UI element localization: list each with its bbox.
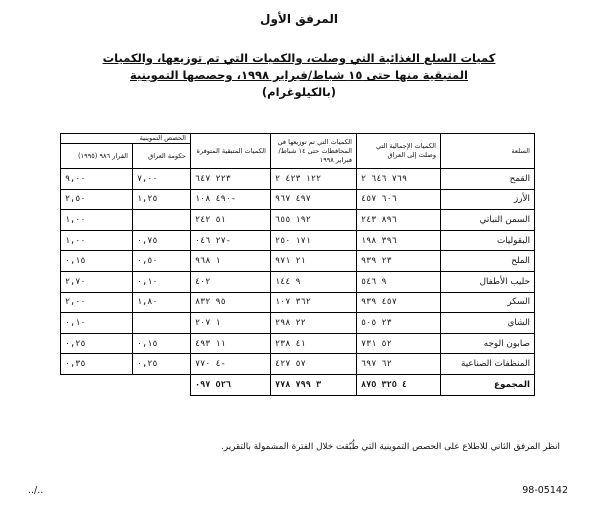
table-row [61,271,535,292]
empty-cell [133,374,191,395]
distributed-cell: ٢١ ٩٧١ [271,251,357,272]
item-name: الشاي [441,313,535,334]
commodities-table [60,133,535,396]
distributed-cell: ٩ ١٤٤ [271,271,357,292]
distributed-cell: ٤١ ٢٣٨ [271,333,357,354]
item-name: الملح [441,251,535,272]
item-name: البقوليات [441,230,535,251]
remaining-cell: ٥١ ٢٤٢ [191,210,271,231]
total-arrived-cell: ٦٠٦ ٤٥٧ [357,189,441,210]
footnote: انظر المرفق الثاني للاطلاع على الحصص التموينية التي طُبّقت خلال الفترة المشمولة بالتقرير. [221,442,560,452]
remaining-cell: ٩٥ ٨٣٢ [191,292,271,313]
table-row [61,251,535,272]
distributed-cell: ٣٦٢ ١٠٧ [271,292,357,313]
distributed-cell: ١٧١ ٢٥٠ [271,230,357,251]
gov-ration-cell: ٠,٥٠ [133,251,191,272]
item-name: المنظفات الصناعية [441,354,535,375]
header-total-arrived: الكميات الإجمالية التي وصلت إلى العراق [357,134,441,169]
document-number: 98-05142 [522,485,568,496]
total-arrived-cell: ٤٥٧ ٩٣٩ [357,292,441,313]
distributed-cell: ٥٧ ٤٢٧ [271,354,357,375]
header-remaining: الكميات المتبقية المتوفرة [191,134,271,169]
distributed-sum: ٣ ٧٩٩ ٧٧٨ [271,374,357,395]
header-distributed: الكميات التي تم توزيعها في المحافظات حتى ١٤ شباط/فبراير ١٩٩٨ [271,134,357,169]
total-arrived-cell: ٢٣ ٥٠٥ [357,313,441,334]
table-row [61,230,535,251]
resolution-ration-cell: ٢,٥٠ [61,189,133,210]
gov-ration-cell: ٠,٧٥ [133,230,191,251]
distributed-cell: ١٢٢ ٤٢٣ ٢ [271,169,357,190]
remaining-cell: ١ ٢٠٧ [191,313,271,334]
title-line-3: (بالكيلوغرام) [261,85,337,99]
gov-ration-cell: ١,٨٠ [133,292,191,313]
remaining-cell: ٤٠٢ [191,271,271,292]
document-title [0,50,598,101]
table-row [61,292,535,313]
table-row [61,210,535,231]
resolution-ration-cell: ٢,٠٠ [61,292,133,313]
table-row [61,354,535,375]
gov-ration-cell [133,313,191,334]
header-ration-group: الحصص التموينية [61,134,191,144]
total-arrived-sum: ٤ ٣٢٥ ٨٧٥ [357,374,441,395]
remaining-cell: ٤ ٧٧٠- [191,354,271,375]
title-line-1: كميات السلع الغذائية التي وصلت، والكميات التي تم توزيعها، والكميات [102,51,496,65]
table-row [61,169,535,190]
gov-ration-cell: ٠,١٠ [133,271,191,292]
table-row [61,333,535,354]
total-arrived-cell: ٩ ٥٤٦ [357,271,441,292]
resolution-ration-cell: ٩,٠٠ [61,169,133,190]
annex-title: المرفق الأول [260,12,338,26]
gov-ration-cell: ٠,١٥ [133,333,191,354]
total-arrived-cell: ٨٩٦ ٢٤٣ [357,210,441,231]
gov-ration-cell: ١,٢٥ [133,189,191,210]
resolution-ration-cell: ٠,١٠ [61,313,133,334]
remaining-sum: ٥٢٦ ٠٩٧ [191,374,271,395]
item-name: السمن النباتي [441,210,535,231]
gov-ration-cell: ٠,٢٥ [133,354,191,375]
resolution-ration-cell: ٠,١٥ [61,251,133,272]
total-label: المجموع [441,374,535,395]
remaining-cell: ١١ ٤٩٣ [191,333,271,354]
total-arrived-cell: ٣٩٦ ١٩٨ [357,230,441,251]
remaining-cell: ٢٧ ٠٤٦- [191,230,271,251]
item-name: صابون الوجه [441,333,535,354]
remaining-cell: ١ ٩٦٨ [191,251,271,272]
total-arrived-cell: ٥٢ ٧٣١ [357,333,441,354]
resolution-ration-cell: ٠,٣٥ [61,354,133,375]
resolution-ration-cell: ٢,٧٠ [61,271,133,292]
total-arrived-cell: ٢٣ ٩٣٩ [357,251,441,272]
item-name: حليب الأطفال [441,271,535,292]
title-line-2: المتبقية منها حتى ١٥ شباط/فبراير ١٩٩٨، وحصصها التموينية [130,68,468,82]
item-name: السكر [441,292,535,313]
distributed-cell: ٢٢ ٢٩٨ [271,313,357,334]
header-resolution: القرار ٩٨٦ (١٩٩٥) [61,144,133,169]
table-row [61,313,535,334]
total-row [61,374,535,395]
gov-ration-cell: ٧,٠٠ [133,169,191,190]
total-arrived-cell: ٧٦٩ ٦٤٦ ٢ [357,169,441,190]
distributed-cell: ١٩٢ ٦٥٥ [271,210,357,231]
item-name: القمح [441,169,535,190]
remaining-cell: ٤٩٠ ١٠٨- [191,189,271,210]
gov-ration-cell [133,210,191,231]
resolution-ration-cell: ٠,٢٥ [61,333,133,354]
total-arrived-cell: ٦٢ ٦٩٧ [357,354,441,375]
remaining-cell: ٢٢٣ ٦٤٧ [191,169,271,190]
empty-cell [61,374,133,395]
resolution-ration-cell: ١,٠٠ [61,230,133,251]
table-row [61,189,535,210]
item-name: الأرز [441,189,535,210]
header-item: السلعة [441,134,535,169]
resolution-ration-cell: ١,٠٠ [61,210,133,231]
header-gov-iraq: حكومة العراق [133,144,191,169]
distributed-cell: ٤٩٧ ٩٦٧ [271,189,357,210]
continuation-mark: ../.. [28,485,44,496]
